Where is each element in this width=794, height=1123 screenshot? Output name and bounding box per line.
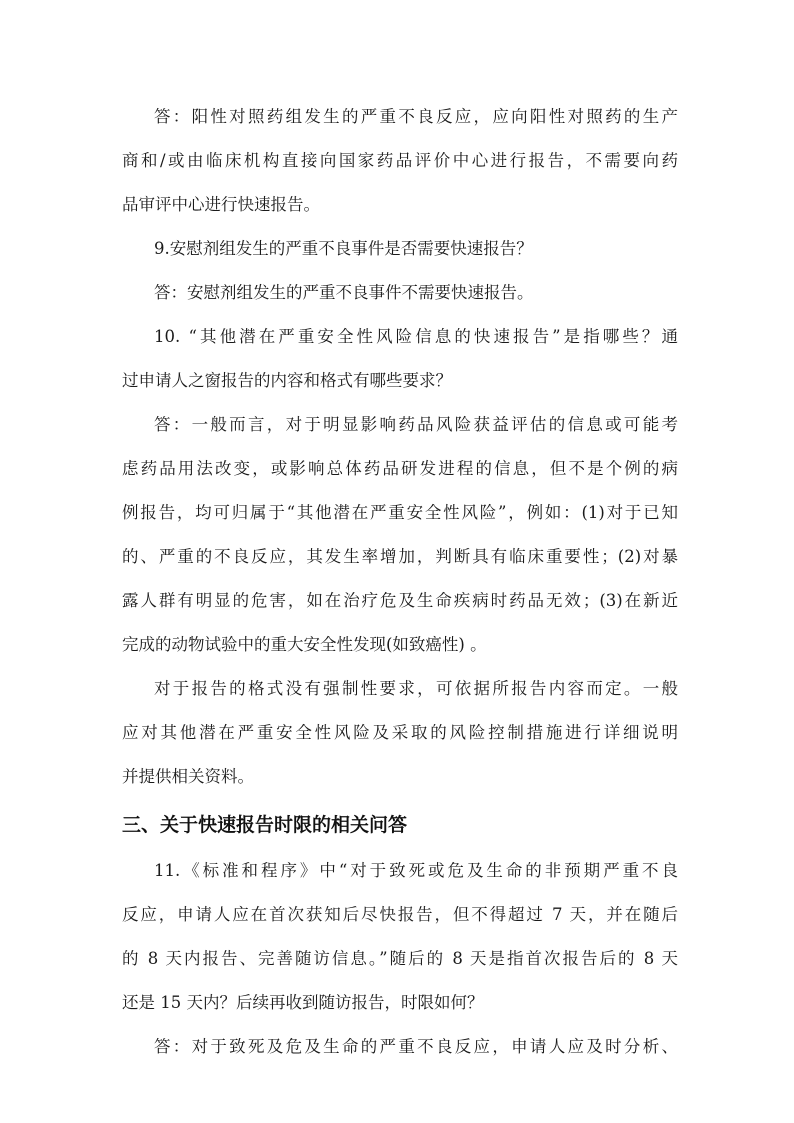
question-line: 10. “其他潜在严重安全性风险信息的快速报告”是指哪些？通 [154, 327, 678, 346]
paragraph-line: 并提供相关资料。 [122, 767, 254, 786]
paragraph-line: 答：安慰剂组发生的严重不良事件不需要快速报告。 [154, 283, 534, 302]
paragraph-line: 完成的动物试验中的重大安全性发现(如致癌性) 。 [122, 635, 487, 654]
paragraph-line: 品审评中心进行快速报告。 [122, 195, 320, 214]
paragraph-line: 答：对于致死及危及生命的严重不良反应，申请人应及时分析、 [154, 1037, 678, 1056]
paragraph-line: 例报告，均可归属于“其他潜在严重安全性风险”，例如：(1)对于已知 [122, 503, 678, 522]
question-line: 过申请人之窗报告的内容和格式有哪些要求？ [122, 371, 452, 390]
question-line: 反应，申请人应在首次获知后尽快报告，但不得超过 7 天，并在随后 [122, 905, 678, 924]
question-line: 11.《标准和程序》中“对于致死或危及生命的非预期严重不良 [154, 861, 678, 880]
question-line: 的 8 天内报告、完善随访信息。”随后的 8 天是指首次报告后的 8 天 [122, 949, 678, 968]
paragraph-line: 露人群有明显的危害，如在治疗危及生命疾病时药品无效；(3)在新近 [122, 591, 678, 610]
question-line: 9.安慰剂组发生的严重不良事件是否需要快速报告？ [154, 239, 533, 258]
paragraph-line: 答：阳性对照药组发生的严重不良反应，应向阳性对照药的生产 [154, 107, 678, 126]
paragraph-line: 虑药品用法改变，或影响总体药品研发进程的信息，但不是个例的病 [122, 459, 678, 478]
paragraph-line: 应对其他潜在严重安全性风险及采取的风险控制措施进行详细说明 [122, 723, 678, 742]
paragraph-line: 答：一般而言，对于明显影响药品风险获益评估的信息或可能考 [154, 415, 678, 434]
question-line: 还是 15 天内？后续再收到随访报告，时限如何？ [122, 993, 484, 1012]
paragraph-line: 对于报告的格式没有强制性要求，可依据所报告内容而定。一般 [154, 679, 678, 698]
paragraph-line: 的、严重的不良反应，其发生率增加，判断具有临床重要性；(2)对暴 [122, 547, 678, 566]
paragraph-line: 商和/或由临床机构直接向国家药品评价中心进行报告，不需要向药 [122, 151, 678, 170]
section-heading: 三、关于快速报告时限的相关问答 [122, 814, 408, 836]
